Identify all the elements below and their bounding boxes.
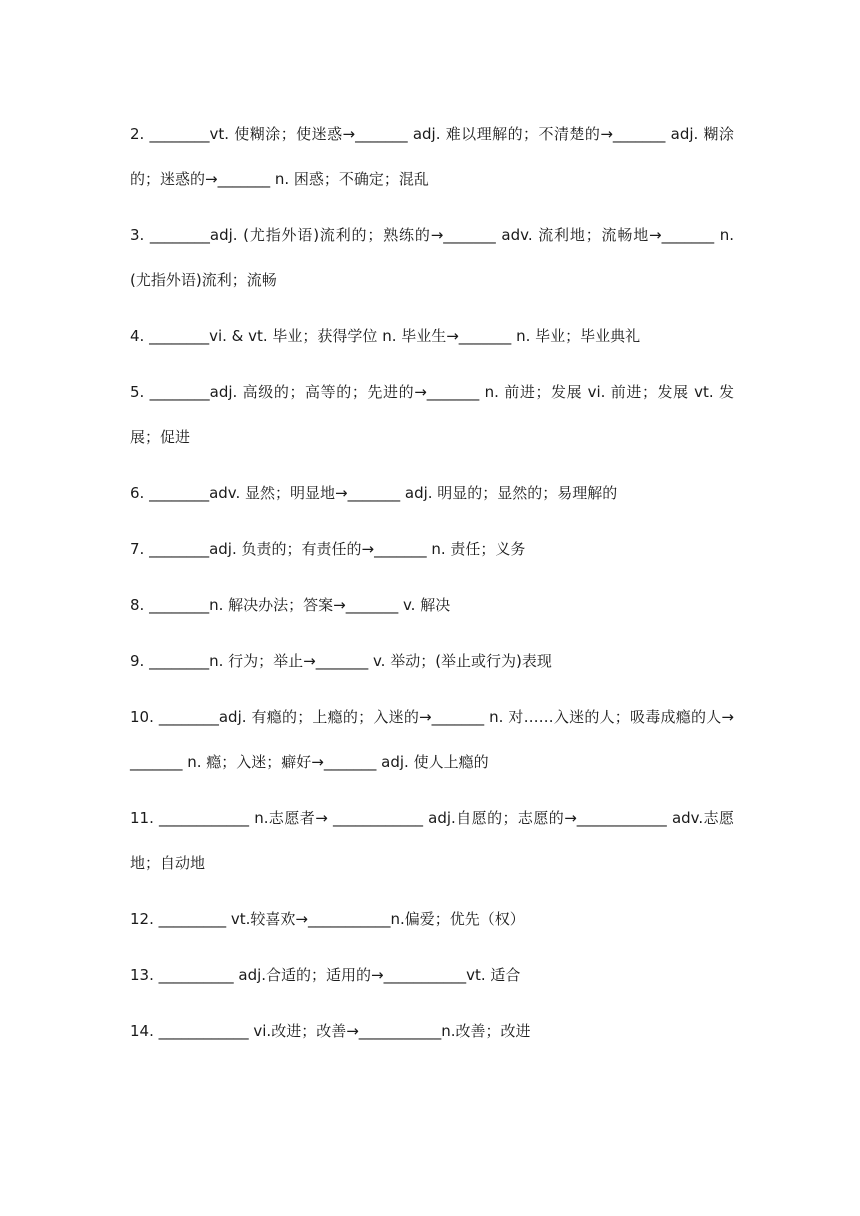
exercise-item-8: 8. ________n. 解决办法；答案→_______ v. 解决 <box>130 596 451 614</box>
exercise-item-11: 11. ____________ n.志愿者→ ____________ adj.自愿的；志愿的→____________ adv.志愿地；自动地 <box>130 809 734 872</box>
exercise-item-9: 9. ________n. 行为；举止→_______ v. 举动；(举止或行为)表现 <box>130 652 552 670</box>
exercise-item-5: 5. ________adj. 高级的；高等的；先进的→_______ n. 前进；发展 vi. 前进；发展 vt. 发展；促进 <box>130 383 734 446</box>
exercise-item-3: 3. ________adj. (尤指外语)流利的；熟练的→_______ adv. 流利地；流畅地→_______ n. (尤指外语)流利；流畅 <box>130 226 734 289</box>
exercise-item-10: 10. ________adj. 有瘾的；上瘾的；入迷的→_______ n. 对……入迷的人；吸毒成瘾的人→_______ n. 瘾；入迷；癖好→_______ adj. 使人上瘾的 <box>130 708 734 771</box>
exercise-item-4: 4. ________vi. & vt. 毕业；获得学位 n. 毕业生→_______ n. 毕业；毕业典礼 <box>130 327 641 345</box>
exercise-item-2: 2. ________vt. 使糊涂；使迷惑→_______ adj. 难以理解的；不清楚的→_______ adj. 糊涂的；迷惑的→_______ n. 困惑；不确定；混乱 <box>130 125 734 188</box>
exercise-item-7: 7. ________adj. 负责的；有责任的→_______ n. 责任；义务 <box>130 540 526 558</box>
exercise-list <box>130 112 734 1065</box>
exercise-item-12: 12. _________ vt.较喜欢→___________n.偏爱；优先（权） <box>130 910 525 928</box>
exercise-item-14: 14. ____________ vi.改进；改善→___________n.改善；改进 <box>130 1022 531 1040</box>
exercise-item-13: 13. __________ adj.合适的；适用的→___________vt. 适合 <box>130 966 521 984</box>
exercise-item-6: 6. ________adv. 显然；明显地→_______ adj. 明显的；显然的；易理解的 <box>130 484 618 502</box>
